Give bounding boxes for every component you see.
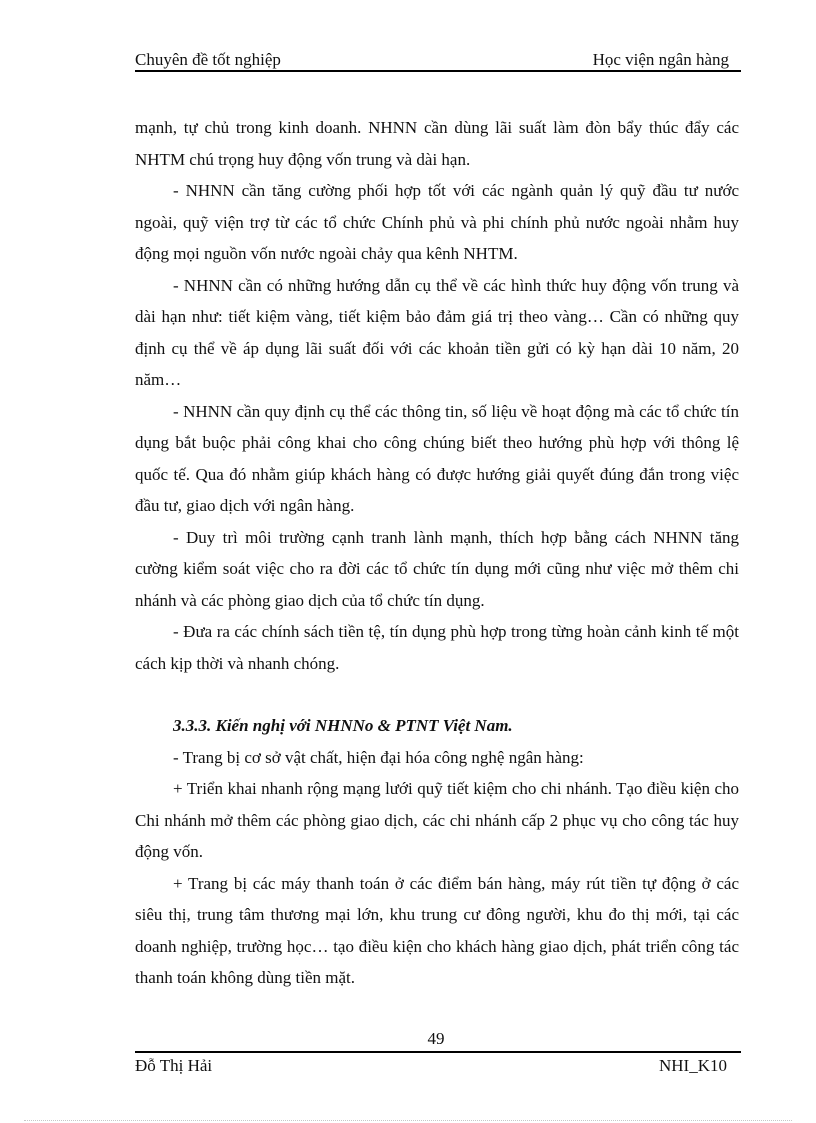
body-paragraph: - NHNN cần quy định cụ thể các thông tin, số liệu về hoạt động mà các tổ chức tín dụng bắt buộc phải công khai cho công chúng biết theo hướng phù hợp với thông lệ quốc tế. Qua đó nhằm giúp khách hàng có được hướng giải quyết đúng đắn trong việc đầu tư, giao dịch với ngân hàng. [135, 401, 739, 515]
page-edge-divider [24, 1120, 792, 1121]
body-paragraph: - NHNN cần có những hướng dẫn cụ thể về các hình thức huy động vốn trung và dài hạn như: tiết kiệm vàng, tiết kiệm bảo đảm giá trị theo vàng… Cần có những quy định cụ thể về áp dụng lãi suất đối với các khoản tiền gửi có kỳ hạn dài 10 năm, 20 năm… [135, 275, 739, 389]
page-footer [135, 1051, 741, 1079]
body-paragraph: - NHNN cần tăng cường phối hợp tốt với các ngành quản lý quỹ đầu tư nước ngoài, quỹ viện trợ từ các tổ chức Chính phủ và phi chính phủ nước ngoài nhằm huy động mọi nguồn vốn nước ngoài chảy qua kênh NHTM. [135, 181, 739, 263]
page-header [135, 48, 741, 72]
section-paragraph: + Trang bị các máy thanh toán ở các điểm bán hàng, máy rút tiền tự động ở các siêu thị, trung tâm thương mại lớn, khu trung cư đông người, khu đo thị mới, tại các doanh nghiệp, trường học… tạo điều kiện cho khách hàng giao dịch, phát triển công tác thanh toán không dùng tiền mặt. [135, 873, 739, 987]
section-paragraph: + Triển khai nhanh rộng mạng lưới quỹ tiết kiệm cho chi nhánh. Tạo điều kiện cho Chi nhánh mở thêm các phòng giao dịch, các chi nhánh cấp 2 phục vụ cho công tác huy động vốn. [135, 779, 739, 861]
body-paragraph: - Duy trì môi trường cạnh tranh lành mạnh, thích hợp bằng cách NHNN tăng cường kiểm soát việc cho ra đời các tổ chức tín dụng mới cũng như việc mở thêm chi nhánh và các phòng giao dịch của tổ chức tín dụng. [135, 527, 739, 610]
document-body [135, 112, 739, 994]
body-paragraph: - Đưa ra các chính sách tiền tệ, tín dụng phù hợp trong từng hoàn cảnh kinh tế một cách kịp thời và nhanh chóng. [135, 622, 739, 673]
footer-class-code: NHI_K10 [659, 1056, 727, 1075]
section-paragraph: - Trang bị cơ sở vật chất, hiện đại hóa công nghệ ngân hàng: [173, 747, 584, 767]
header-document-type: Chuyên đề tốt nghiệp [135, 50, 281, 69]
body-paragraph: mạnh, tự chủ trong kinh doanh. NHNN cần dùng lãi suất làm đòn bẩy thúc đẩy các NHTM chú trọng huy động vốn trung và dài hạn. [135, 118, 739, 169]
page-number: 49 [427, 1029, 445, 1048]
section-heading: 3.3.3. Kiến nghị với NHNNo & PTNT Việt Nam. [173, 716, 513, 735]
footer-author: Đỗ Thị Hải [135, 1056, 213, 1075]
header-institution: Học viện ngân hàng [592, 50, 729, 69]
